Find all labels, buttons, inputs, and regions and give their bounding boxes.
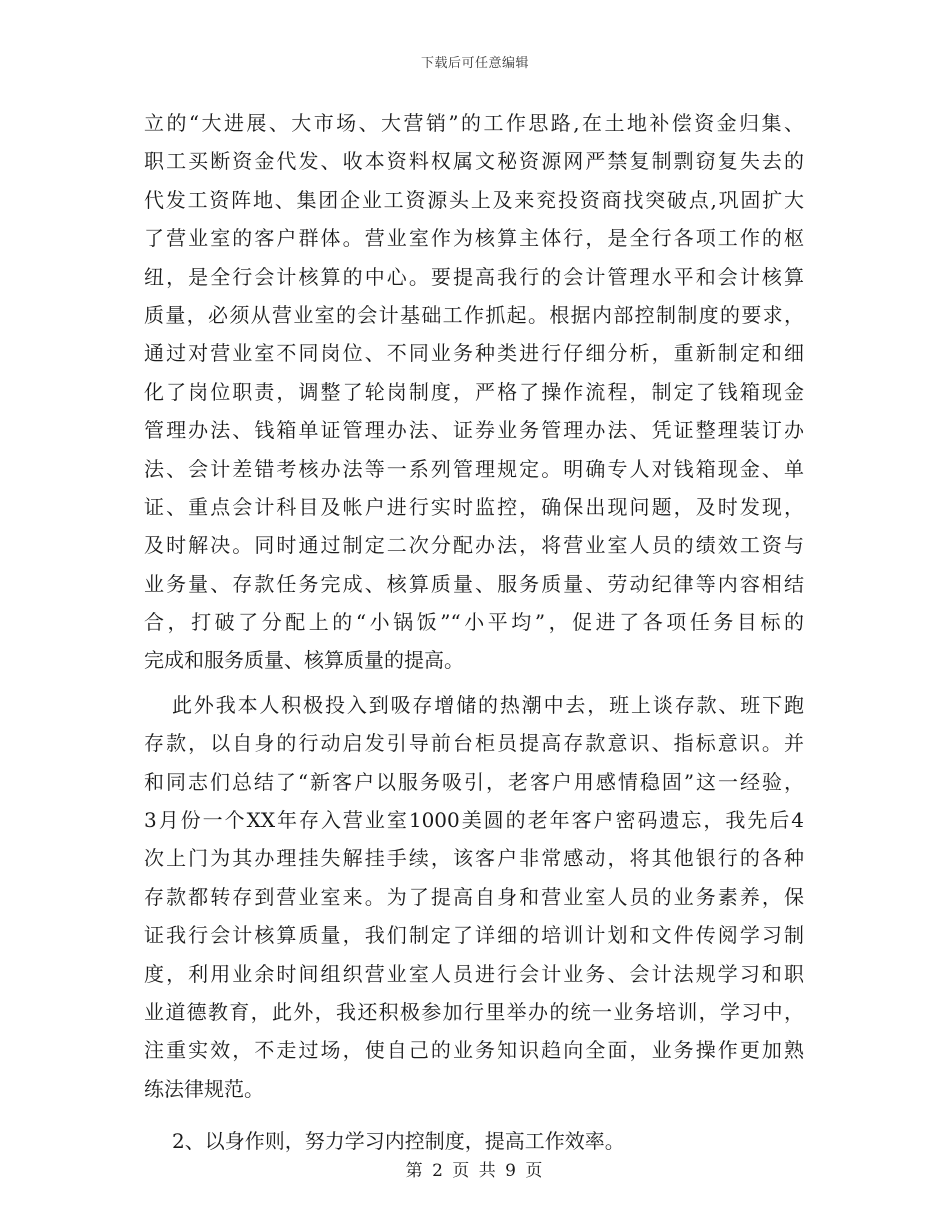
page-number-footer: 第 2 页 共 9 页	[405, 1161, 545, 1181]
text-line: 通过对营业室不同岗位、不同业务种类进行仔细分析，重新制定和细	[144, 341, 804, 366]
text-line: 度，利用业余时间组织营业室人员进行会计业务、会计法规学习和职	[144, 961, 804, 986]
text-line: 合，打破了分配上的“小锅饭”“小平均”，促进了各项任务目标的	[144, 610, 804, 635]
text-line: 和同志们总结了“新客户以服务吸引，老客户用感情稳固”这一经验，	[144, 769, 804, 794]
text-line: 管理办法、钱箱单证管理办法、证券业务管理办法、凭证整理装订办	[144, 418, 804, 443]
text-line: 质量，必须从营业室的会计基础工作抓起。根据内部控制制度的要求，	[144, 302, 804, 327]
text-line: 完成和服务质量、核算质量的提高。	[144, 648, 464, 673]
text-line: 此外我本人积极投入到吸存增储的热潮中去，班上谈存款、班下跑	[172, 692, 804, 717]
text-line: 存款，以自身的行动启发引导前台柜员提高存款意识、指标意识。并	[144, 731, 804, 756]
text-line: 化了岗位职责，调整了轮岗制度，严格了操作流程，制定了钱箱现金	[144, 379, 804, 404]
text-line: 立的“大进展、大市场、大营销”的工作思路,在土地补偿资金归集、	[144, 111, 804, 135]
text-line: 法、会计差错考核办法等一系列管理规定。明确专人对钱箱现金、单	[144, 456, 804, 481]
text-line: 了营业室的客户群体。营业室作为核算主体行，是全行各项工作的枢	[144, 226, 804, 251]
text-line: 次上门为其办理挂失解挂手续，该客户非常感动，将其他银行的各种	[144, 846, 804, 871]
text-line: 职工买断资金代发、收本资料权属文秘资源网严禁复制剽窃复失去的	[144, 149, 804, 174]
text-line: 纽，是全行会计核算的中心。要提高我行的会计管理水平和会计核算	[144, 264, 804, 289]
document-body	[144, 104, 804, 1161]
text-line: 3月份一个XX年存入营业室1000美圆的老年客户密码遗忘，我先后4	[144, 808, 804, 833]
text-line: 代发工资阵地、集团企业工资源头上及来兖投资商找突破点,巩固扩大	[144, 187, 804, 212]
text-line: 及时解决。同时通过制定二次分配办法，将营业室人员的绩效工资与	[144, 533, 804, 558]
paragraph-1	[144, 104, 804, 680]
paragraph-2	[144, 686, 804, 1108]
text-line: 注重实效，不走过场，使自己的业务知识趋向全面，业务操作更加熟	[144, 1038, 804, 1063]
text-line: 证我行会计核算质量，我们制定了详细的培训计划和文件传阅学习制	[144, 923, 804, 948]
text-line: 业道德教育，此外，我还积极参加行里举办的统一业务培训，学习中，	[144, 999, 804, 1024]
page-header: 下载后可任意编辑	[420, 56, 529, 71]
text-line: 证、重点会计科目及帐户进行实时监控，确保出现问题，及时发现，	[144, 494, 804, 519]
section-heading: 2、以身作则，努力学习内控制度，提高工作效率。	[172, 1129, 625, 1154]
text-line: 存款都转存到营业室来。为了提高自身和营业室人员的业务素养，保	[144, 884, 804, 909]
text-line: 业务量、存款任务完成、核算质量、服务质量、劳动纪律等内容相结	[144, 571, 804, 596]
text-line: 练法律规范。	[144, 1076, 264, 1101]
paragraph-3-heading	[144, 1122, 804, 1160]
